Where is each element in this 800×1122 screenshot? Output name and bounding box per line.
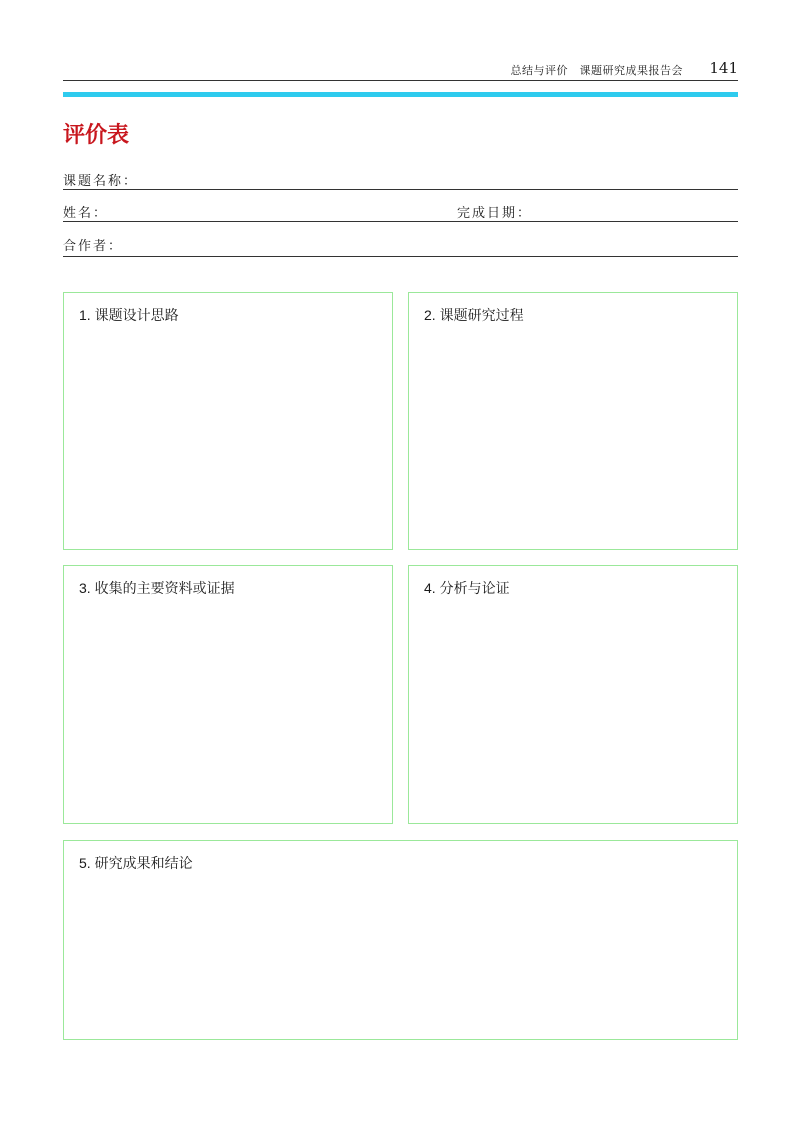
running-header: 总结与评价 课题研究成果报告会 <box>510 64 683 77</box>
page-title: 评价表 <box>63 123 130 148</box>
header-rule <box>63 80 738 81</box>
name-date-field[interactable] <box>63 221 738 222</box>
topic-name-label: 课题名称： <box>63 174 139 189</box>
section-label: 2. 课题研究过程 <box>424 307 524 323</box>
accent-bar <box>63 92 738 97</box>
section-box-evidence[interactable] <box>63 565 393 824</box>
section-box-design[interactable] <box>63 292 393 550</box>
section-box-results[interactable] <box>63 840 738 1040</box>
name-label: 姓名： <box>63 206 109 221</box>
section-label: 3. 收集的主要资料或证据 <box>79 580 235 596</box>
page-number: 141 <box>709 59 738 77</box>
section-label: 1. 课题设计思路 <box>79 307 179 323</box>
section-label: 4. 分析与论证 <box>424 580 510 596</box>
section-label: 5. 研究成果和结论 <box>79 855 193 871</box>
collaborators-field[interactable] <box>63 256 738 257</box>
collaborators-label: 合作者： <box>63 239 124 254</box>
section-box-analysis[interactable] <box>408 565 738 824</box>
topic-name-field[interactable] <box>63 189 738 190</box>
section-box-process[interactable] <box>408 292 738 550</box>
completion-date-label: 完成日期： <box>457 206 533 221</box>
